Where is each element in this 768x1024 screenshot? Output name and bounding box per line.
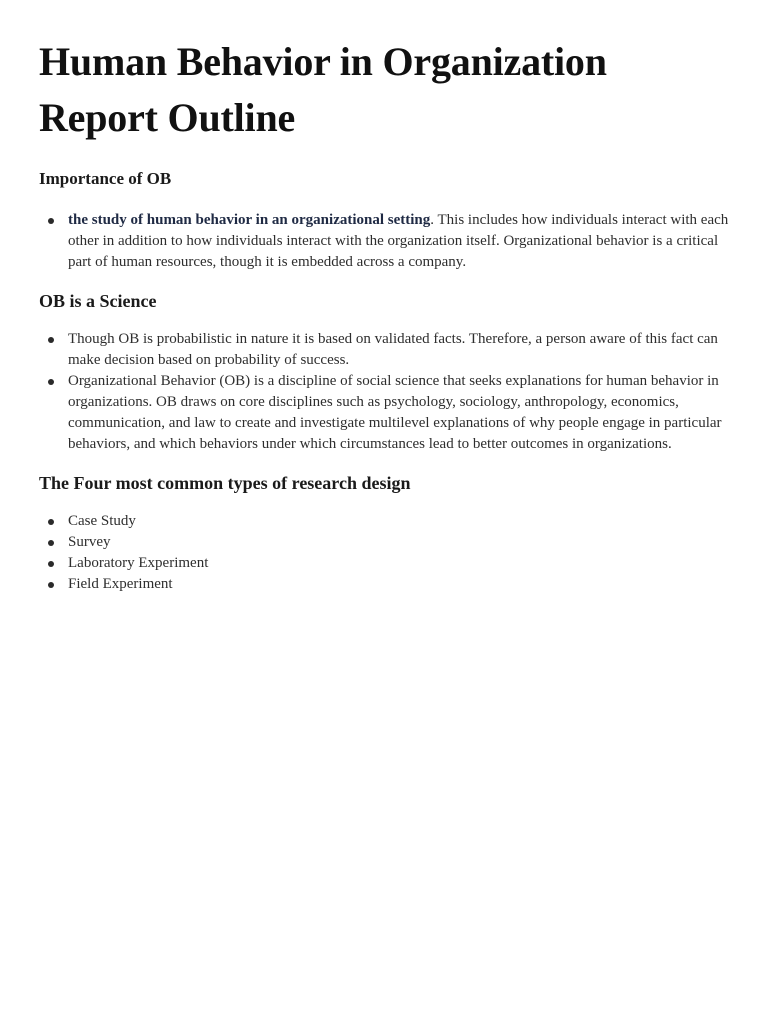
list-item-text: Case Study [68, 513, 136, 529]
bullet-icon [48, 379, 54, 385]
list-item [39, 371, 731, 455]
section-heading-science: OB is a Science [39, 291, 157, 311]
bullet-icon [48, 582, 54, 588]
bullet-icon [48, 519, 54, 525]
bullet-icon [48, 561, 54, 567]
bullet-icon [48, 337, 54, 343]
importance-list [39, 210, 731, 273]
list-item [39, 532, 731, 553]
page-title: Human Behavior in Organization Report Outline [39, 39, 607, 140]
list-item-text: Laboratory Experiment [68, 555, 209, 571]
list-item [39, 329, 731, 371]
list-item [39, 574, 731, 595]
section-heading-research: The Four most common types of research design [39, 473, 411, 493]
list-item-text: Though OB is probabilistic in nature it is based on validated facts. Therefore, a person aware of this fact can make decision based on probability of success. [68, 331, 718, 368]
list-item [39, 511, 731, 532]
section-heading-importance: Importance of OB [39, 169, 172, 188]
list-item-text: Organizational Behavior (OB) is a discipline of social science that seeks explanations for human behavior in organizations. OB draws on core disciplines such as psychology, sociology, anthropology, economics, communication, and law to create and investigate multilevel explanations of why people engage in particular behaviors, and which behaviors under which circumstances lead to better outcomes in organizations. [68, 373, 722, 452]
bullet-icon [48, 218, 54, 224]
bullet-icon [48, 540, 54, 546]
list-item-text: Survey [68, 534, 111, 550]
document-page [39, 34, 731, 595]
list-item [39, 553, 731, 574]
definition-link[interactable]: the study of human behavior in an organizational setting [68, 212, 431, 228]
list-item-text: Field Experiment [68, 576, 173, 592]
list-item [39, 210, 731, 273]
research-list [39, 511, 731, 595]
science-list [39, 329, 731, 455]
list-item-text: . This includes how individuals interact with each other in addition to how individuals interact with the organization itself. Organizational behavior is a critical part of human resources, though it is embedded across a company. [68, 212, 729, 270]
